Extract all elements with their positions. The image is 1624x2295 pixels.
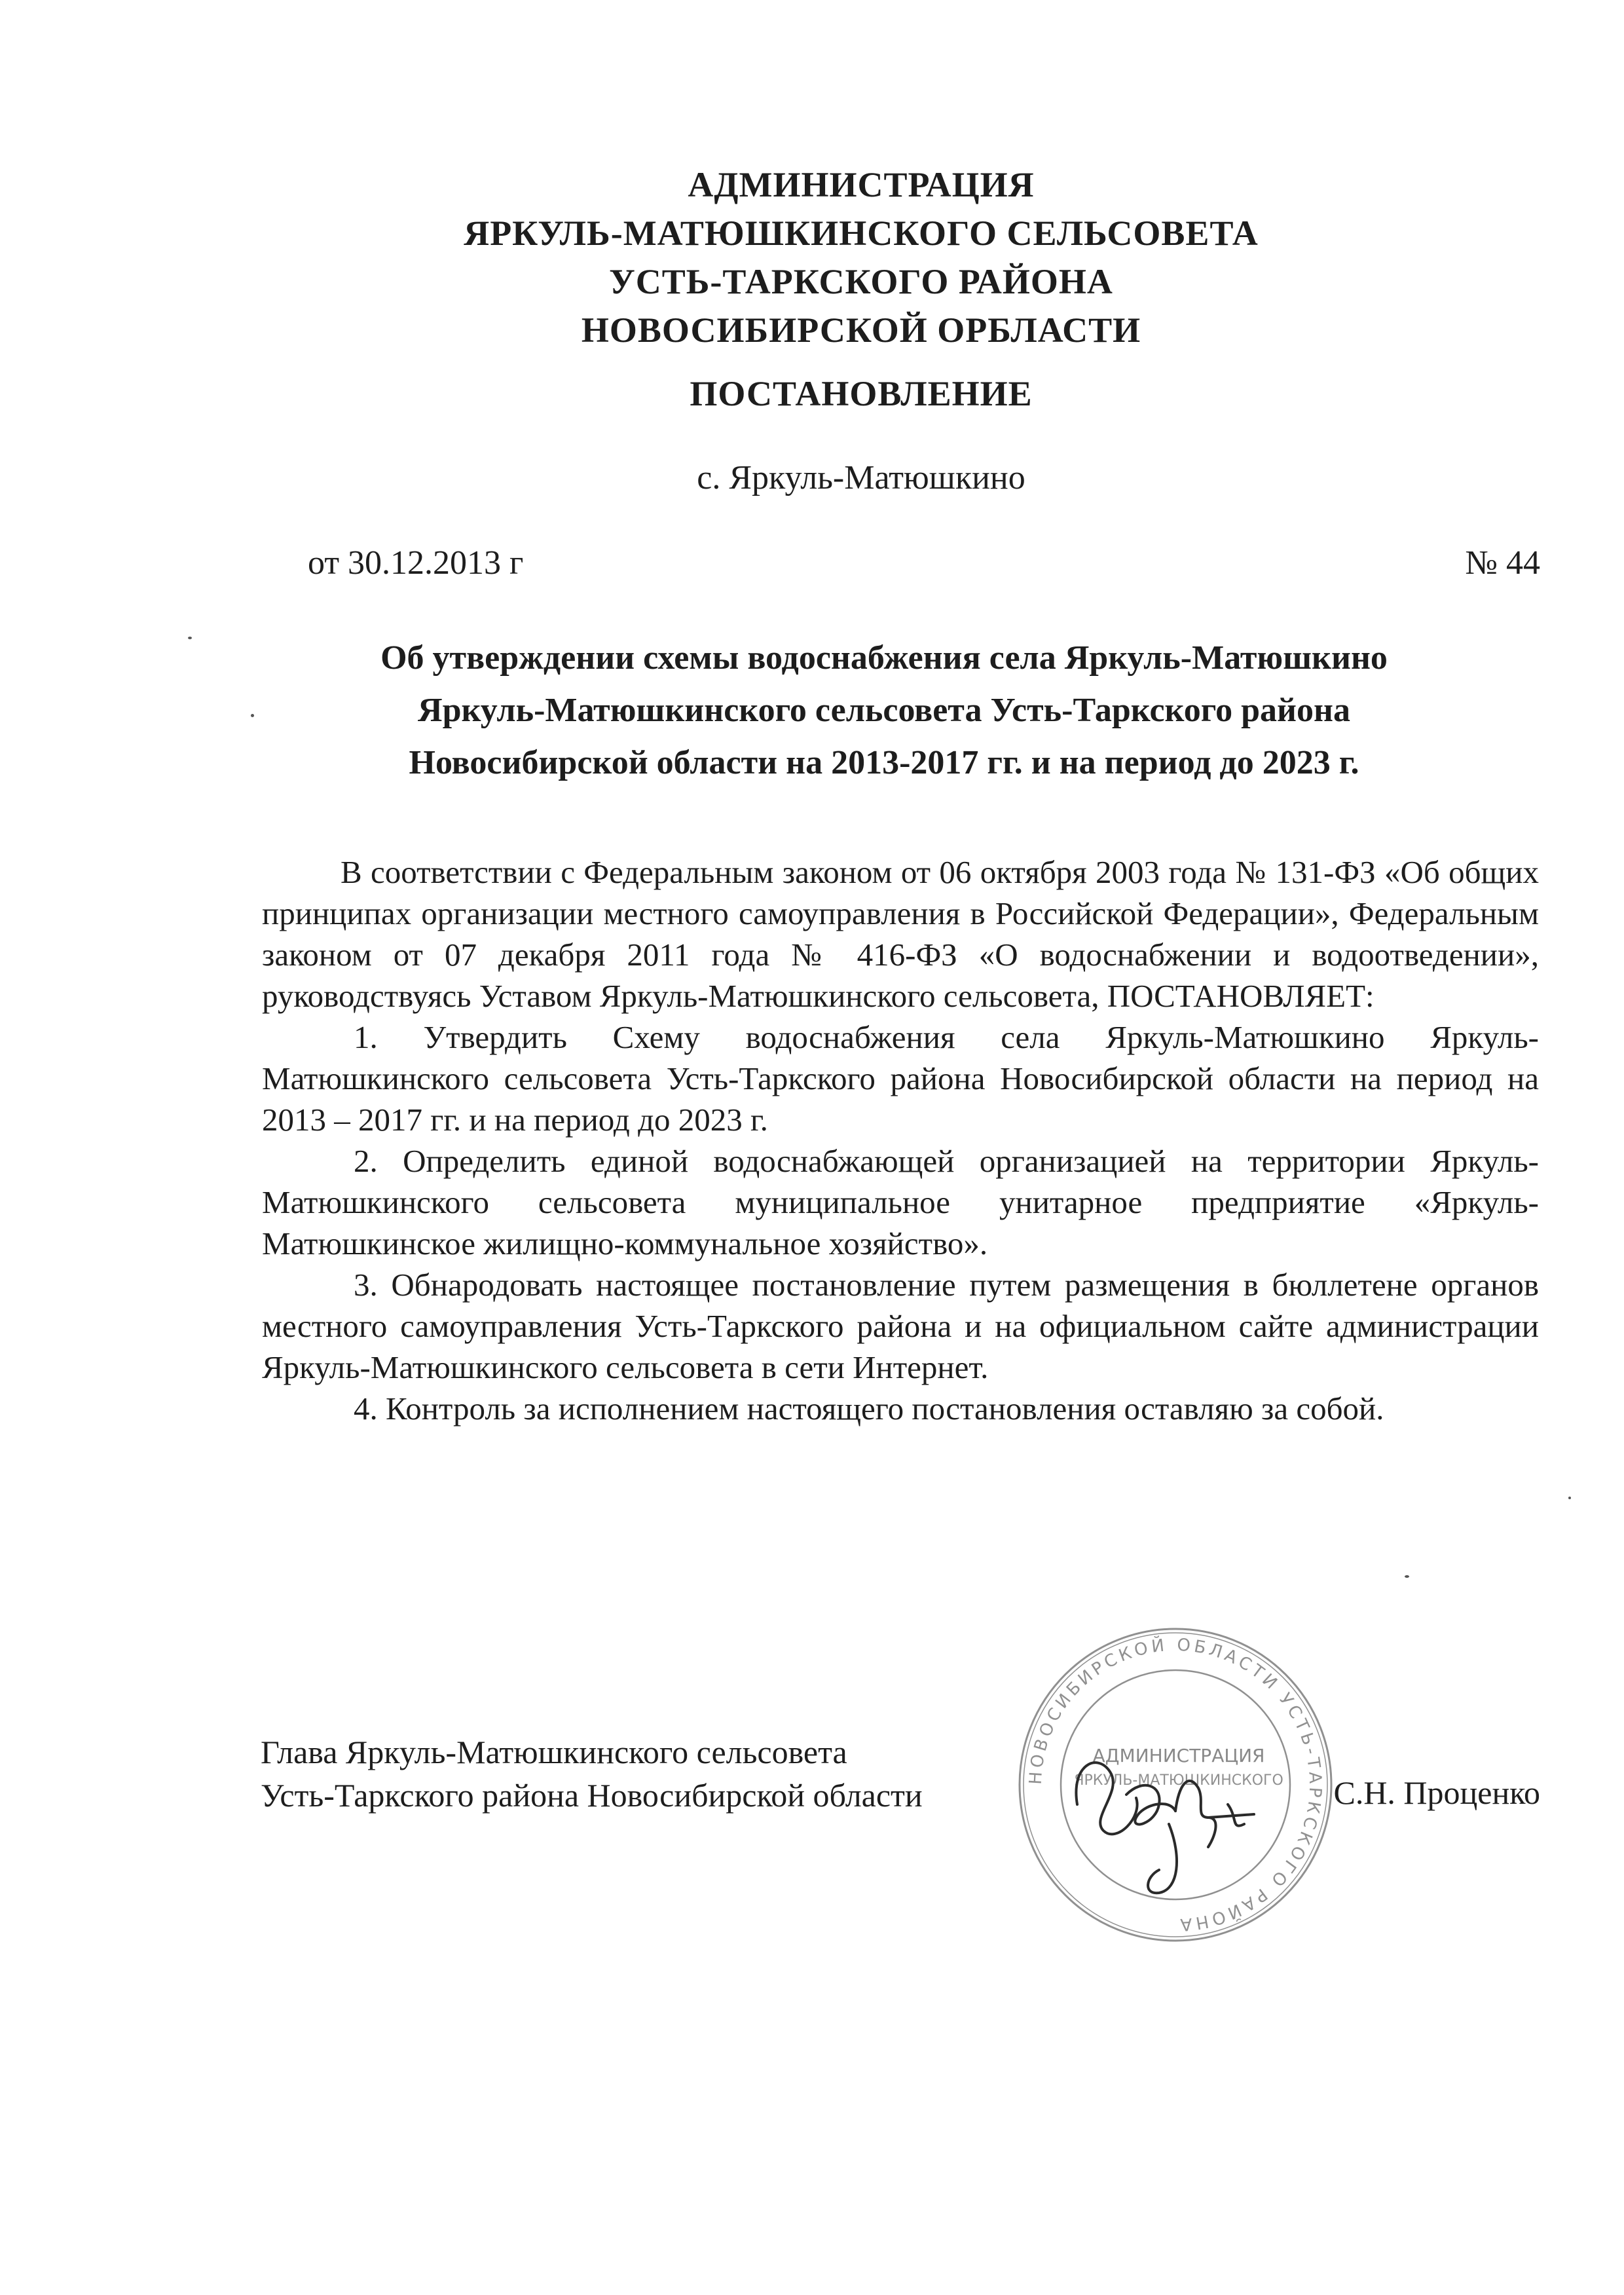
body-item-1: 1. Утвердить Схему водоснабжения села Яркуль-Матюшкино Яркуль-Матюшкинского сельсовета Усть-Таркского района Новосибирской области на период на 2013 – 2017 гг. и на период до 2023 г. <box>262 1019 1539 1138</box>
header-line-2: ЯРКУЛЬ-МАТЮШКИНСКОГО СЕЛЬСОВЕТА <box>464 214 1259 253</box>
organization-header <box>0 160 1624 354</box>
scan-speck <box>1568 1497 1571 1499</box>
header-line-3: УСТЬ-ТАРКСКОГО РАЙОНА <box>609 262 1113 301</box>
scan-speck <box>1405 1575 1409 1578</box>
body-intro-paragraph: В соответствии с Федеральным законом от 06 октября 2003 года № 131-ФЗ «Об общих принципах организации местного самоуправления в Российской Федерации», Федеральным законом от 07 декабря 2011 года № 416-ФЗ «О водоснабжении и водоотведении», руководствуясь Уставом Яркуль-Матюшкинского сельсовета, ПОСТАНОВЛЯЕТ: <box>262 854 1539 1014</box>
subject-line-2: Яркуль-Матюшкинского сельсовета Усть-Таркского района <box>418 692 1350 729</box>
stamp-outer-text: НОВОСИБИРСКОЙ ОБЛАСТИ УСТЬ-ТАРКСКОГО РАЙОНА <box>1025 1635 1325 1935</box>
document-date: от 30.12.2013 г <box>308 544 524 582</box>
stamp-center-line-1: АДМИНИСТРАЦИЯ <box>1092 1745 1265 1766</box>
body-item-2: 2. Определить единой водоснабжающей организацией на территории Яркуль-Матюшкинского сельсовета муниципальное унитарное предприятие «Яркуль-Матюшкинское жилищно-коммунальное хозяйство». <box>262 1143 1539 1261</box>
scan-speck <box>251 714 254 717</box>
document-number: № 44 <box>1465 544 1540 582</box>
header-line-1: АДМИНИСТРАЦИЯ <box>688 165 1035 204</box>
document-title: ПОСТАНОВЛЕНИЕ <box>690 374 1033 413</box>
scan-speck <box>188 637 192 639</box>
document-place: с. Яркуль-Матюшкино <box>697 459 1025 496</box>
signature-position <box>261 1730 923 1817</box>
subject-line-1: Об утверждении схемы водоснабжения села Яркуль-Матюшкино <box>380 639 1388 677</box>
official-stamp <box>1012 1621 1339 1949</box>
body-item-3: 3. Обнародовать настоящее постановление путем размещения в бюллетене органов местного самоуправления Усть-Таркского района и на официальном сайте администрации Яркуль-Матюшкинского сельсовета в сети Интернет. <box>262 1267 1539 1385</box>
signatory-name: С.Н. Проценко <box>1333 1774 1540 1811</box>
stamp-center-line-2: ЯРКУЛЬ-МАТЮШКИНСКОГО <box>1074 1772 1283 1789</box>
document-body <box>262 851 1539 1429</box>
document-subject <box>262 632 1506 789</box>
signature-position-line-1: Глава Яркуль-Матюшкинского сельсовета <box>261 1734 847 1770</box>
body-item-4: 4. Контроль за исполнением настоящего постановления оставляю за собой. <box>354 1390 1384 1427</box>
subject-line-3: Новосибирской области на 2013-2017 гг. и на период до 2023 г. <box>409 744 1359 781</box>
header-line-4: НОВОСИБИРСКОЙ ОРБЛАСТИ <box>581 310 1141 350</box>
signature-position-line-2: Усть-Таркского района Новосибирской области <box>261 1777 923 1814</box>
